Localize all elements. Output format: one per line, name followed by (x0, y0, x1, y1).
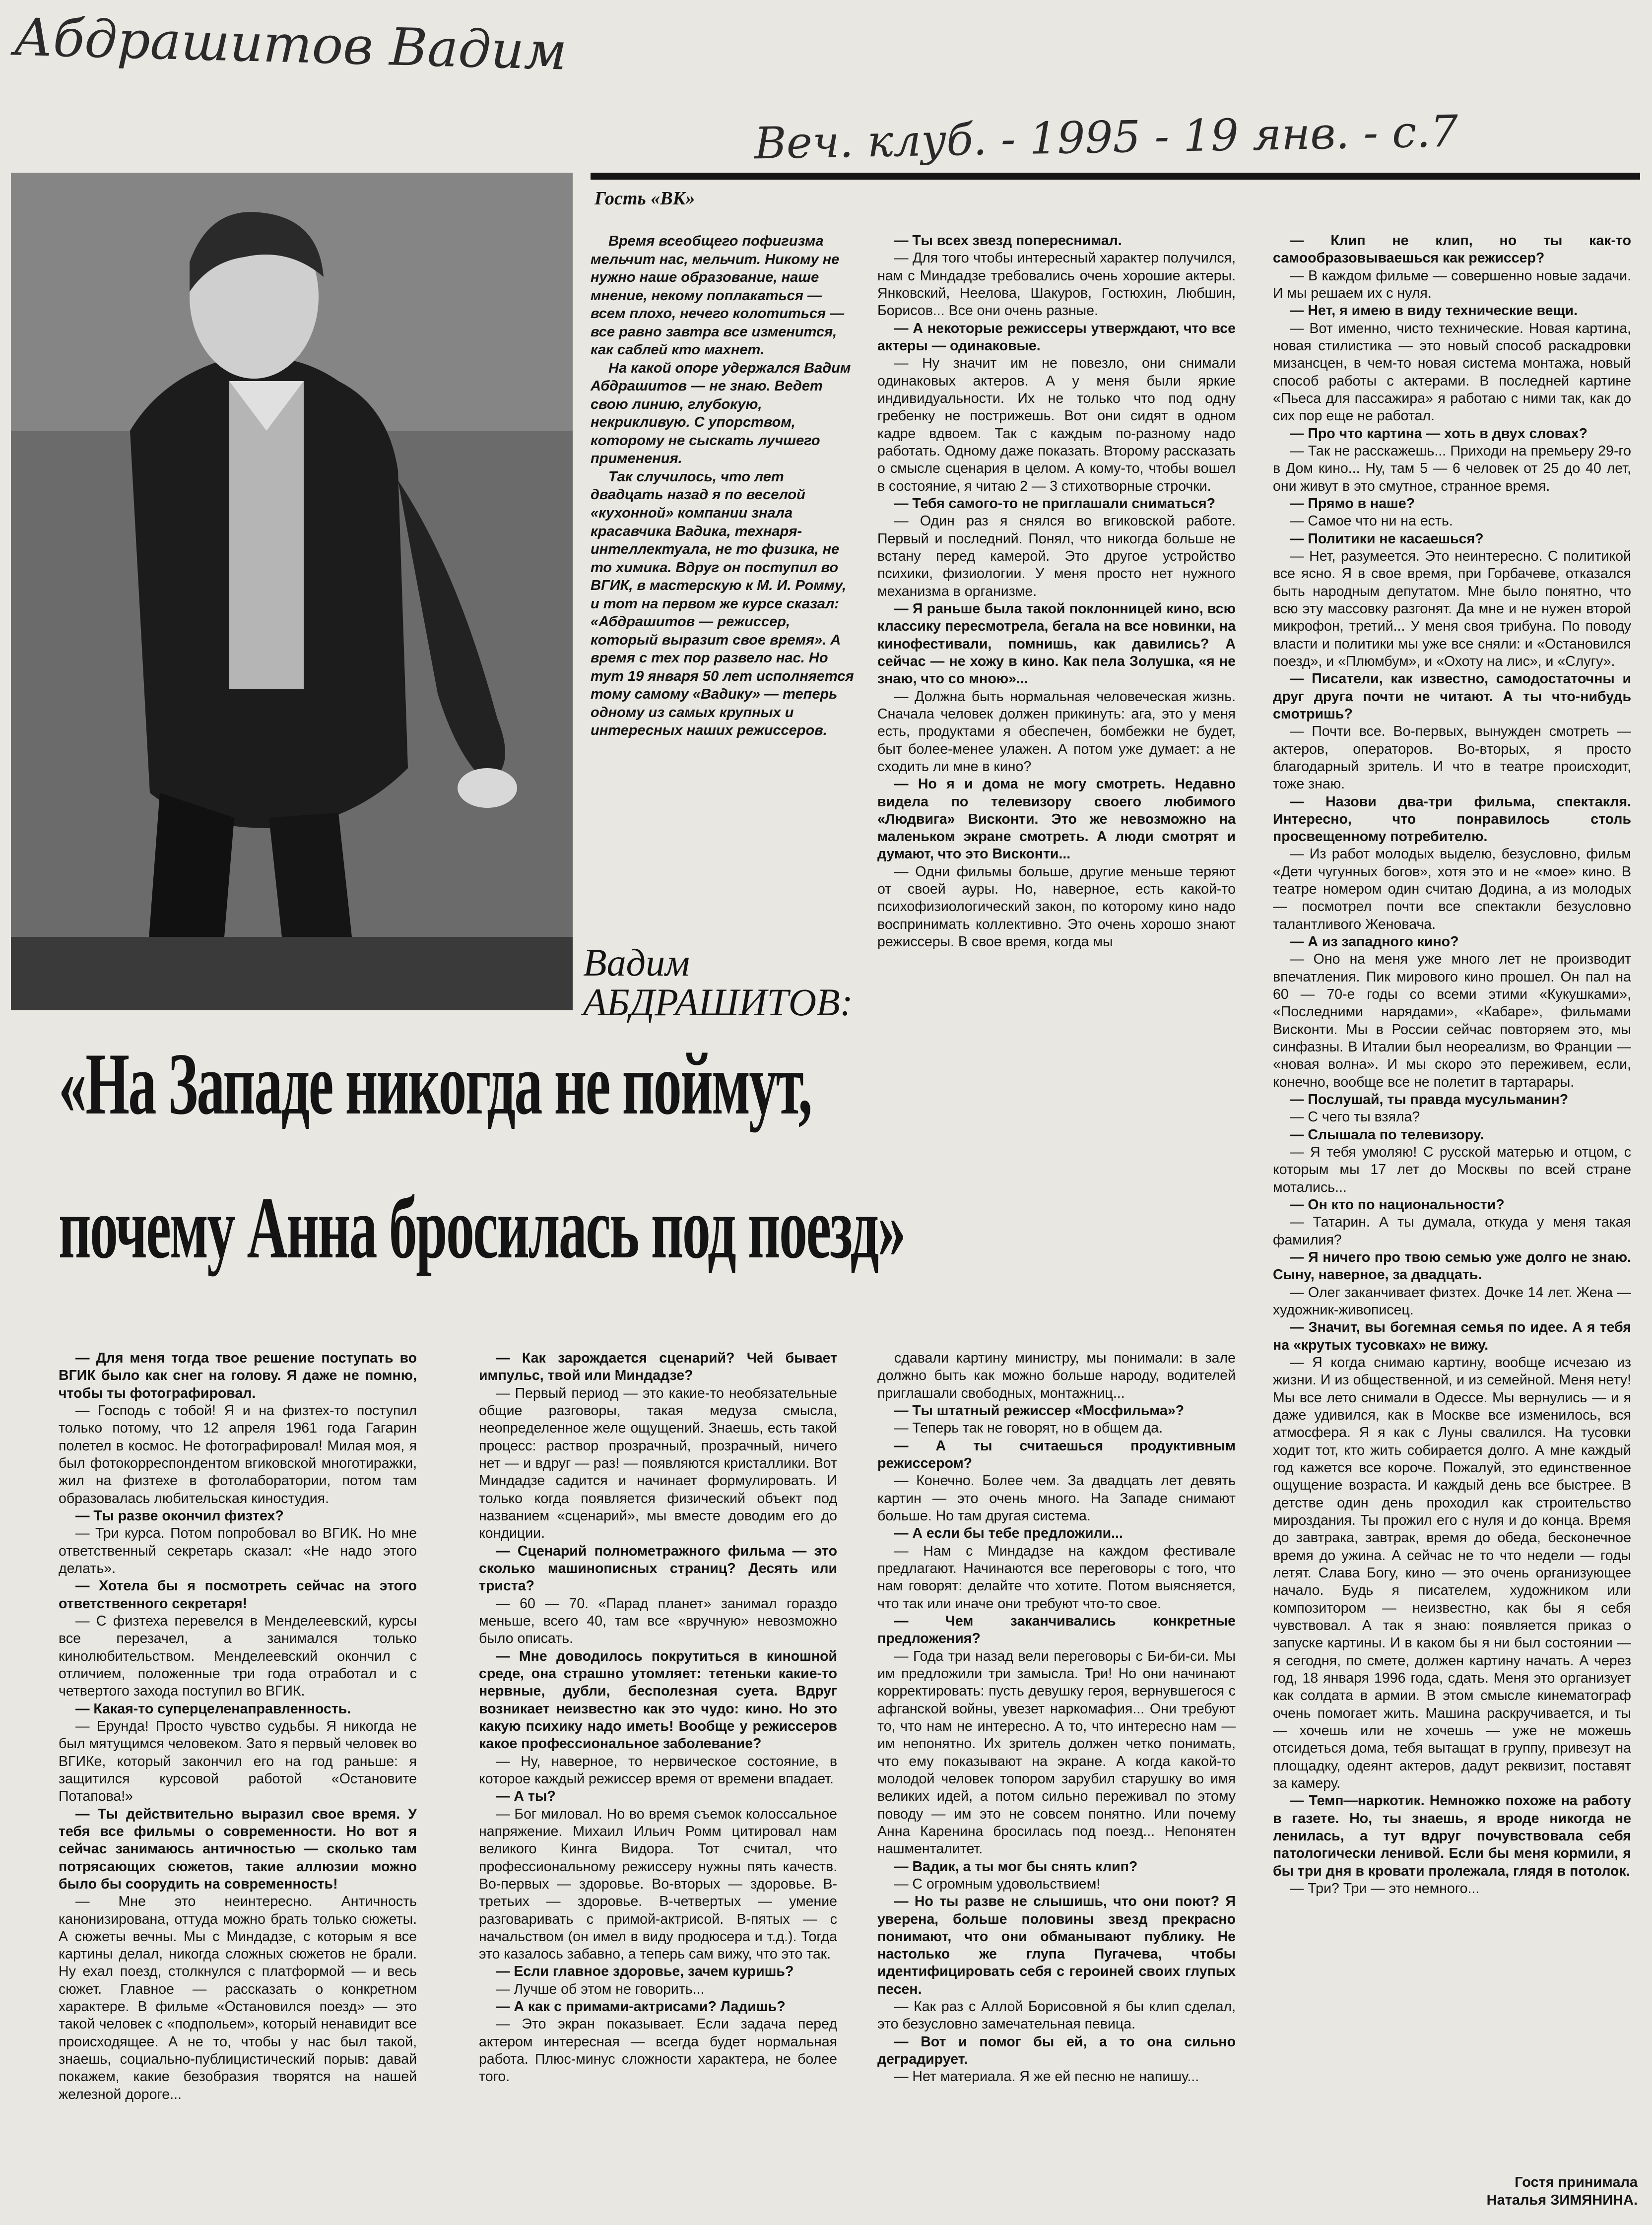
interviewee-answer: — Я тебя умоляю! С русской матерью и отцом, с которым мы 17 лет до Москвы по всей стране мотались... (1273, 1144, 1631, 1195)
interviewee-answer: — Вот именно, чисто технические. Новая картина, новая стилистика — это новый способ раскадровки мизансцен, в чем-то новая система монтажа, новый способ работы с актерами. В последней картине «Пьеса для пассажира» я работаю с ними так, как до сих пор еще не работал. (1273, 320, 1631, 424)
interviewee-answer: — Нет, разумеется. Это неинтересно. С политикой все ясно. Я в свое время, при Горбачеве, отказался быть народным депутатом. Мне было понятно, что всю эту массовку разгонят. Да мне и не нужен второй микрофон, третий... У меня своя трибуна. По поводу власти и политики мы уже все сняли: и «Остановился поезд», и «Плюмбум», и «Охоту на лис», и «Слугу». (1273, 548, 1631, 669)
interviewer-question: — Я раньше была такой поклонницей кино, всю классику пересмотрела, бегала на все новинки, на кинофестивали, помнишь, как давились? А сейчас — не хожу в кино. Как пела Золушка, «я не знаю, что со мною»... (877, 600, 1236, 687)
interviewee-answer: — Это экран показывает. Если задача перед актером интересная — всегда будет нормальная работа. Плюс-минус сложности характера, не более того. (479, 2016, 837, 2085)
interviewee-answer: — Так не расскажешь... Приходи на премьеру 29-го в Дом кино... Ну, там 5 — 6 человек от 25 до 40 лет, они живут в это смутное, странное время. (1273, 443, 1631, 494)
interviewee-answer: — В каждом фильме — совершенно новые задачи. И мы решаем их с нуля. (1273, 267, 1631, 301)
interviewer-question: — Клип не клип, но ты как-то самообразовываешься как режиссер? (1273, 233, 1631, 266)
interviewer-question: — Но ты разве не слышишь, что они поют? Я уверена, больше половины звезд прекрасно понимают, что они обманывают публику. Не настолько же глупа Пугачева, чтобы идентифицировать себя с героиней своих глупых песен. (877, 1894, 1236, 1997)
interviewee-answer: — С огромным удовольствием! (894, 1876, 1101, 1892)
headline (59, 1035, 811, 1133)
interviewer-question: — А как с примами-актрисами? Ладишь? (496, 1999, 786, 2015)
interviewee-answer: — Первый период — это какие-то необязательные общие разговоры, такая медуза смысла, неопределенное желе ощущений. Знаешь, есть такой процесс: раствор прозрачный, прозрачный, ничего нет — и вдруг — раз! — появляются кристаллики. Вот Миндадзе садится и начинает формулировать. И только когда появляется физический объект под названием «сценарий», мы вместе доводим его до кондиции. (479, 1385, 837, 1542)
interviewer-question: — Ты разве окончил физтех? (75, 1507, 284, 1524)
interviewer-question: — А из западного кино? (1290, 934, 1459, 950)
interviewee-answer: — Из работ молодых выделю, безусловно, фильм «Дети чугунных богов», хотя это и не «мое» кино. В театре номером один считаю Додина, а из молодых — посмотрел почти все спектакли безусловно талантливого Женовача. (1273, 846, 1631, 932)
interviewee-answer: — Господь с тобой! Я и на физтех-то поступил только потому, что 12 апреля 1961 года Гагарин полетел в космос. Не фотографировал! Милая моя, я был фотокорреспондентом вгиковской многотиражки, жил на физтехе в фотолаборатории, потом там образовалась любительская киностудия. (59, 1402, 417, 1506)
interviewer-question: — Как зарождается сценарий? Чей бывает импульс, твой или Миндадзе? (479, 1350, 837, 1384)
interviewee-answer: — Почти все. Во-первых, вынужден смотреть — актеров, операторов. Во-вторых, я просто благодарный зритель. И что в театре происходит, тоже знаю. (1273, 723, 1631, 792)
interviewer-question: — Хотела бы я посмотреть сейчас на этого ответственного секретаря! (59, 1578, 417, 1612)
column-top-3 (877, 232, 1236, 951)
interviewer-question: — Он кто по национальности? (1290, 1197, 1505, 1213)
interviewer-question: — Темп—наркотик. Немножко похоже на работу в газете. Но, ты знаешь, я вроде никогда не ленилась, а тут вдруг почувствовала себя патологически ленивой. Если бы меня кормили, я бы три дня в кровати пролежала, глядя в потолок. (1273, 1793, 1631, 1879)
headline-line-1: «На Западе никогда не поймут, (59, 1035, 811, 1133)
interviewer-question: — Ты всех звезд попереснимал. (894, 233, 1122, 249)
column-bottom-2 (479, 1350, 837, 2086)
interviewee-answer: — Олег заканчивает физтех. Дочке 14 лет. Жена — художник-живописец. (1273, 1284, 1631, 1318)
interviewee-answer: — Для того чтобы интересный характер получился, нам с Миндадзе требовались очень хорошие актеры. Янковский, Неелова, Шакуров, Гостюхин, Любшин, Борисов... Все они очень разные. (877, 250, 1236, 319)
interviewer-question: — А если бы тебе предложили... (894, 1525, 1123, 1542)
column-bottom-1 (59, 1350, 417, 2103)
interviewee-answer: — Я когда снимаю картину, вообще исчезаю из жизни. И из общественной, и из семейной. Меня нету! Мы все лето снимали в Одессе. Мы вернулись — и я даже удивился, как в Москве все изменилось, вся атмосфера. Я я как с Луны свалился. На тусовки ходит тот, кто жить собирается долго. А мне каждый год кажется все короче. Пожалуй, это единственное ощущение возраста. И каждый день все быстрее. В детстве один день проходил как строительство мироздания. Ты прожил его с нуля и до конца. Время до завтрака, завтрак, время до обеда, бесконечное время до ужина. А сейчас не то что недели — годы летят. Слава Богу, кино — это очень организующее начало. Будь я писателем, художником или композитором — неизвестно, как бы я себя чувствовал. А так я знаю: появляется приказ о запуске картины. И в каком бы я ни был состоянии — я сегодня, по смете, должен картину начать. А через год, 18 января 1996 года, сдать. Меня это организует как солдата в армии. В этом смысле кинематограф очень помогает жить. Машина раскручивается, и ты — хочешь или не хочешь — уже не можешь отсидеться дома, тебя вытащат в группу, привезут на площадку, одеянт актеров, дадут реквизит, поставят за камеру. (1273, 1355, 1631, 1791)
interviewee-answer: — Должна быть нормальная человеческая жизнь. Сначала человек должен прикинуть: ага, это у меня есть, продуктами я обеспечен, бомбежки не будет, быт более-менее улажен. А потом уже думает: а не сходить ли мне в кино? (877, 688, 1236, 775)
interviewee-answer: сдавали картину министру, мы понимали: в зале должно быть как можно больше народу, водителей приглашали свободных, монтажниц... (877, 1350, 1236, 1401)
interviewer-question: — Ты штатный режиссер «Мосфильма»? (894, 1402, 1185, 1419)
portrait-photo (11, 173, 573, 1010)
interviewer-question: — Назови два-три фильма, спектакля. Интересно, что понравилось столь просвещенному потребителю. (1273, 793, 1631, 845)
interviewer-question: — Прямо в наше? (1290, 495, 1415, 512)
interviewee-answer: — С физтеха перевелся в Менделеевский, курсы все перезачел, а занимался только кинолюбительством. Менделеевский окончил с отличием, положенные три года отработал и с четвертого захода поступил во ВГИК. (59, 1613, 417, 1700)
interviewee-answer: — Теперь так не говорят, но в общем да. (894, 1420, 1163, 1437)
signature (1355, 2173, 1638, 2210)
intro-text (591, 232, 859, 740)
interviewer-question: — Вот и помог бы ей, а то она сильно деградирует. (877, 2033, 1236, 2068)
interviewee-answer: — Нам с Миндадзе на каждом фестивале предлагают. Начинаются все переговоры с того, что нам говорят: делайте что хотите. Потом выясняется, что так или иначе они требуют что-то свое. (877, 1543, 1236, 1612)
interviewer-question: — Для меня тогда твое решение поступать во ВГИК было как снег на голову. Я даже не помню, чтобы ты фотографировал. (59, 1350, 417, 1401)
interviewer-question: — Значит, вы богемная семья по идее. А я тебя на «крутых тусовках» не вижу. (1273, 1319, 1631, 1353)
handwritten-source-note: Веч. клуб. - 1995 - 19 янв. - с.7 (754, 105, 1459, 169)
column-top-4 (1273, 232, 1631, 1898)
interviewer-question: — Какая-то суперцеленаправленность. (75, 1701, 351, 1717)
interviewer-question: — А ты? (496, 1788, 556, 1805)
interviewee-answer: — С чего ты взяла? (1290, 1109, 1420, 1125)
interviewee-answer: — Ну, наверное, то нервическое состояние, в которое каждый режиссер время от времени впадает. (479, 1753, 837, 1787)
interviewee-answer: — Конечно. Более чем. За двадцать лет девять картин — это очень много. На Западе снимают больше. Но там другая система. (877, 1473, 1236, 1524)
interviewer-question: — Если главное здоровье, зачем куришь? (496, 1963, 794, 1980)
portrait-photo-art (11, 173, 573, 1010)
intro-paragraph: Так случилось, что лет двадцать назад я по веселой «кухонной» компании знала красавчика Вадика, технаря-интеллектуала, не то физика, не то химика. Вдруг он поступил во ВГИК, в мастерскую к М. И. Ромму, и тот на первом же курсе сказал: «Абдрашитов — режиссер, который выразит свое время». А время с тех пор развело нас. Но тут 19 января 50 лет исполняется тому самому «Вадику» — теперь одному из самых крупных и интересных наших режиссеров. (591, 468, 854, 739)
interviewee-answer: — Одни фильмы больше, другие меньше теряют от своей ауры. Но, наверное, есть какой-то психофизиологический закон, по которому кино надо воспринимать коллективно. Это очень хорошо знают режиссеры. В свое время, когда мы (877, 863, 1236, 950)
interviewer-question: — Писатели, как известно, самодостаточны и друг друга почти не читают. А ты что-нибудь смотришь? (1273, 671, 1631, 722)
interviewee-answer: — Татарин. А ты думала, откуда у меня такая фамилия? (1273, 1214, 1631, 1248)
intro-paragraph: На какой опоре удержался Вадим Абдрашитов — не знаю. Ведет свою линию, глубокую, некрикливую. С упорством, которому не сыскать лучшего применения. (591, 360, 851, 467)
interviewee-answer: — 60 — 70. «Парад планет» занимал гораздо меньше, всего 40, там все «вручную» невозможно было описать. (479, 1595, 837, 1647)
interviewee-answer: — Года три назад вели переговоры с Би-би-си. Мы им предложили три замысла. Три! Но они начинают корректировать: пусть девушку героя, вернувшегося с афганской войны, увезет наркомафия... Они требуют то, что нам не интересно. А то, что интересно нам — им непонятно. Их зритель должен четко понимать, что ему показывают на экране. А когда какой-то молодой человек топором зарубил старушку во имя великих идей, а потом сильно переживал по этому поводу — им это не совсем понятно. Или почему Анна Каренина бросилась под поезд... Непонятен нашменталитет. (877, 1648, 1236, 1857)
interviewee-answer: — Бог миловал. Но во время съемок колоссальное напряжение. Михаил Ильич Ромм цитировал нам великого Кинга Видора. Тот считал, что профессиональному режиссеру нужны пять качеств. Во-первых — здоровье. Во-вторых — здоровье. В-третьих — здоровье. В-четвертых — умение разговаривать с примой-актрисой. В-пятых — с начальством (он имел в виду продюсера и т.д.). Тогда это казалось забавно, а теперь сам вижу, что это так. (479, 1806, 837, 1963)
interviewee-answer: — Один раз я снялся во вгиковской работе. Первый и последний. Понял, что никогда больше не встану перед камерой. Это другое устройство психики, физиологии. У меня просто нет нужного механизма в организме. (877, 513, 1236, 599)
interviewer-question: — Политики не касаешься? (1290, 530, 1484, 547)
interviewee-answer: — Ну значит им не повезло, они снимали одинаковых актеров. А у меня были яркие индивидуальности. Их не только что под одну гребенку не пострижешь. Вот они сидят в одном кадре вдвоем. Так с каждым по-разному надо работать. Одному даже показать. Второму рассказать о смысле сценария в целом. А кому-то, чтобы вошел в состояние, я читаю 2 — 3 стихотворные строчки. (877, 355, 1236, 494)
column-bottom-3 (877, 1350, 1236, 2086)
interviewer-question: — Я ничего про твою семью уже долго не знаю. Сыну, наверное, за двадцать. (1273, 1249, 1631, 1283)
interviewer-question: — Про что картина — хоть в двух словах? (1290, 425, 1587, 442)
headline-2 (59, 1178, 905, 1277)
interviewee-answer: — Оно на меня уже много лет не производит впечатления. Пик мирового кино прошел. Он пал на 60 — 70-е годы со всеми этими «Кукушками», «Последними нарядами», «Кабаре», фильмами Висконти. Мы в России сейчас повторяем это, мы синфазны. В Италии был неореализм, во Франции — «новая волна». И мы скоро это переживем, если, конечно, вообще все не полетит в тартарары. (1273, 951, 1631, 1090)
author-first-name: Вадим (583, 941, 690, 984)
interviewee-answer: — Три? Три — это немного... (1290, 1880, 1480, 1897)
interviewee-answer: — Ерунда! Просто чувство судьбы. Я никогда не был мятущимся человеком. Зато я первый человек во ВГИКе, который закончил его на год раньше: я защитился курсовой работой «Остановите Потапова!» (59, 1718, 417, 1805)
rubric-rule (591, 173, 1640, 180)
interviewer-question: — Послушай, ты правда мусульманин? (1290, 1092, 1569, 1108)
interviewer-question: — Чем заканчивались конкретные предложения? (877, 1613, 1236, 1647)
interviewer-question: — Тебя самого-то не приглашали сниматься? (894, 495, 1216, 512)
signature-line-1: Гостя принимала (1515, 2174, 1638, 2190)
interviewer-question: — Мне доводилось покрутиться в киношной среде, она страшно утомляет: тетеньки какие-то нервные, дубли, бесполезная суета. Вдруг возникает неизвестно как это чудо: кино. Но это какую психику надо иметь! Вообще у режиссеров какое профессиональное заболевание? (479, 1648, 837, 1752)
interviewer-question: — А ты считаешься продуктивным режиссером? (877, 1438, 1236, 1471)
interviewee-answer: — Мне это неинтересно. Античность канонизирована, оттуда можно брать только сюжеты. А сюжеты вечны. Мы с Миндадзе, с которым я все картины делал, никогда сложных сюжетов не брали. Ну ехал поезд, столкнулся с платформой — и весь сюжет. Главное — рассказать о конкретном характере. В фильме «Остановился поезд» — это такой человек с «подпольем», который ненавидит все происходящее. А не то, чтобы у нас был такой, знаешь, социально-публицистический порыв: давай покажем, какие безобразия творятся на нашей железной дороге... (59, 1894, 417, 2102)
author-name (583, 943, 853, 1022)
interviewee-answer: — Нет материала. Я же ей песню не напишу... (894, 2069, 1199, 2085)
interviewer-question: — Нет, я имею в виду технические вещи. (1290, 303, 1578, 319)
signature-line-2: Наталья ЗИМЯНИНА. (1486, 2192, 1638, 2209)
interviewer-question: — А некоторые режиссеры утверждают, что все актеры — одинаковые. (877, 320, 1236, 354)
rubric-label: Гость «ВК» (595, 188, 695, 209)
interviewer-question: — Сценарий полнометражного фильма — это сколько машинописных страниц? Десять или триста? (479, 1543, 837, 1594)
handwritten-name: Абдрашитов Вадим (13, 6, 568, 82)
interviewee-answer: — Как раз с Аллой Борисовной я бы клип сделал, это безусловно замечательная певица. (877, 1999, 1236, 2032)
interviewee-answer: — Лучше об этом не говорить... (496, 1981, 705, 1997)
interviewer-question: — Вадик, а ты мог бы снять клип? (894, 1858, 1138, 1875)
headline-line-2: почему Анна бросилась под поезд» (59, 1178, 905, 1277)
interviewer-question: — Ты действительно выразил свое время. У тебя все фильмы о современности. Но вот я сейчас занимаюсь античностью — сколько там потрясающих сюжетов, такие аллюзии можно было бы соорудить на современность! (59, 1806, 417, 1892)
interviewer-question: — Слышала по телевизору. (1290, 1126, 1484, 1143)
interviewee-answer: — Три курса. Потом попробовал во ВГИК. Но мне ответственный секретарь сказал: «Не надо этого делать». (59, 1525, 417, 1576)
intro-paragraph: Время всеобщего пофигизма мельчит нас, мельчит. Никому не нужно наше образование, наше мнение, некому поплакаться — всем плохо, нечего колотиться — все равно завтра все изменится, как саблей кто махнет. (591, 233, 845, 358)
interviewer-question: — Но я и дома не могу смотреть. Недавно видела по телевизору своего любимого «Людвига» Висконти. Это же невозможно на маленьком экране смотреть. А люди смотрят и думают, что это Висконти... (877, 776, 1236, 862)
interviewee-answer: — Самое что ни на есть. (1290, 513, 1453, 529)
author-last-name: АБДРАШИТОВ: (583, 980, 853, 1024)
